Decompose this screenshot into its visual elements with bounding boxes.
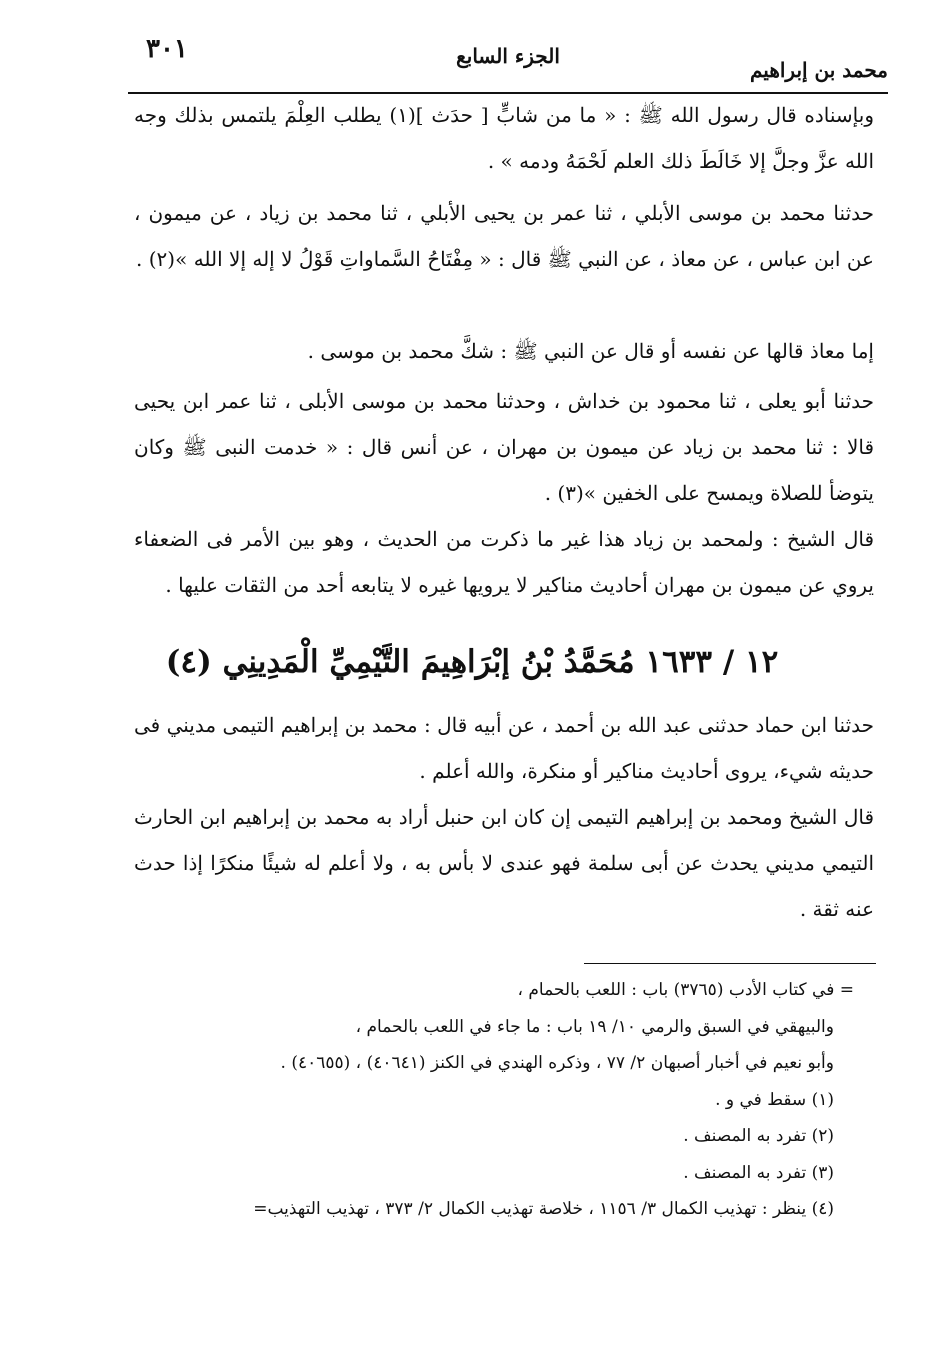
paragraph-5: قال الشيخ : ولمحمد بن زياد هذا غير ما ذكرت من الحديث ، وهو بين الأمر فى الضعفاء يروي عن ميمون بن مهران أحاديث مناكير لا يرويها غيره لا يتابعه أحد من الثقات عليها . [134, 527, 874, 597]
footnote-3: (٣) تفرد به المصنف . [683, 1162, 834, 1183]
footnotes [134, 972, 854, 1228]
page-number: ٣٠١ [146, 34, 188, 64]
footnote-continuation-1: = في كتاب الأدب (٣٧٦٥) باب : اللعب بالحمام ، [517, 980, 854, 1000]
footnote-2: (٢) تفرد به المصنف . [683, 1126, 834, 1146]
entry-heading: ١٢ / ١٦٣٣ مُحَمَّدُ بْنُ إبْرَاهِيمَ التَّيْمِيِّ الْمَدِينِي (٤) [165, 644, 779, 680]
footnote-4: (٤) ينظر : تهذيب الكمال ٣/ ١١٥٦ ، خلاصة تهذيب الكمال ٢/ ٣٧٣ ، تهذيب التهذيب= [253, 1199, 834, 1219]
footnote-rule [584, 963, 876, 964]
footnote-continuation-3: وأبو نعيم في أخبار أصبهان ٢/ ٧٧ ، وذكره الهندي في الكنز (٤٠٦٤١) ، (٤٠٦٥٥) . [280, 1053, 834, 1073]
paragraph-2: حدثنا محمد بن موسى الأبلي ، ثنا عمر بن يحيى الأبلي ، ثنا محمد بن زياد ، عن ميمون ، عن ابن عباس ، عن معاذ ، عن النبي ﷺ قال : « مِفْتَاحُ السَّماواتِ قَوْلُ لا إله إلا الله »(٢) . [134, 201, 874, 271]
running-head-author: محمد بن إبراهيم [749, 58, 888, 82]
page-header [128, 30, 888, 82]
footnote-1: (١) سقط في و . [715, 1089, 834, 1110]
paragraph-7: قال الشيخ ومحمد بن إبراهيم التيمى إن كان ابن حنبل أراد به محمد بن إبراهيم ابن الحارث التيمي مديني يحدث عن أبى سلمة فهو عندى لا بأس به ، ولا أعلم له شيئًا منكرًا إذا حدث عنه ثقة . [134, 805, 874, 921]
paragraph-3: إما معاذ قالها عن نفسه أو قال عن النبي ﷺ : شكَّ محمد بن موسى . [307, 339, 874, 363]
paragraph-6: حدثنا ابن حماد حدثنى عبد الله بن أحمد ، عن أبيه قال : محمد بن إبراهيم التيمى مديني فى حديثه شيء، يروى أحاديث مناكير أو منكرة، والله أعلم . [134, 713, 874, 783]
running-head-volume: الجزء السابع [456, 44, 560, 68]
footnote-continuation-2: والبيهقي في السبق والرمي ١٠/ ١٩ باب : ما جاء في اللعب بالحمام ، [355, 1016, 834, 1037]
paragraph-1: وبإسناده قال رسول الله ﷺ : « ما من شابٍّ [ حدَث ](١) يطلب العِلْمَ يلتمس بذلك وجه الله عزَّ وجلَّ إلا خَالَطَ ذلك العلم لَحْمَهُ ودمه » . [134, 103, 874, 173]
paragraph-4: حدثنا أبو يعلى ، ثنا محمود بن خداش ، وحدثنا محمد بن موسى الأبلى ، ثنا عمر ابن يحيى قالا : ثنا محمد بن زياد عن ميمون بن مهران ، عن أنس قال : « خدمت النبى ﷺ وكان يتوضأ للصلاة ويمسح على الخفين »(٣) . [134, 389, 874, 505]
